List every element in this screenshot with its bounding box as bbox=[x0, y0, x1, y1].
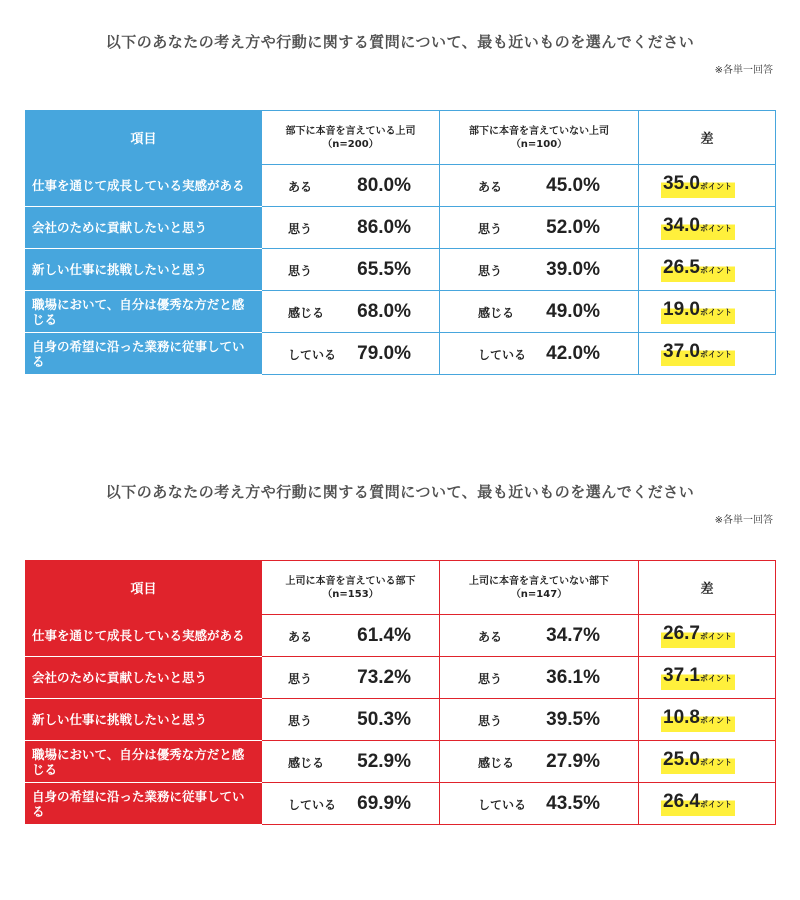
difference-highlight bbox=[661, 173, 735, 198]
row-item: 仕事を通じて成長している実感がある bbox=[26, 615, 262, 657]
difference-value: 19.0 bbox=[663, 299, 700, 320]
percentage-value: 52.0% bbox=[546, 216, 600, 238]
percentage-value: 80.0% bbox=[357, 174, 411, 196]
percentage-value: 50.3% bbox=[357, 708, 411, 730]
table-row bbox=[26, 249, 776, 291]
group-1-cell bbox=[262, 207, 440, 249]
response-label: 思う bbox=[288, 671, 313, 686]
difference-unit: ポイント bbox=[699, 350, 732, 359]
survey-block-managers bbox=[0, 30, 800, 369]
header-group-2 bbox=[440, 111, 639, 165]
response-label: ある bbox=[288, 629, 313, 644]
percentage-value: 61.4% bbox=[357, 624, 411, 646]
difference-highlight bbox=[661, 791, 735, 816]
percentage-value: 27.9% bbox=[546, 750, 600, 772]
table-row bbox=[26, 657, 776, 699]
difference-unit: ポイント bbox=[699, 266, 732, 275]
table-body bbox=[26, 165, 776, 375]
group-1-cell bbox=[262, 615, 440, 657]
header-group-1 bbox=[262, 111, 440, 165]
percentage-value: 65.5% bbox=[357, 258, 411, 280]
response-label: 思う bbox=[478, 221, 503, 236]
group-1-cell bbox=[262, 699, 440, 741]
difference-unit: ポイント bbox=[699, 800, 732, 809]
row-item: 新しい仕事に挑戦したいと思う bbox=[26, 249, 262, 291]
percentage-value: 69.9% bbox=[357, 792, 411, 814]
survey-table-subordinates bbox=[25, 560, 776, 825]
row-item: 自身の希望に沿った業務に従事している bbox=[26, 333, 262, 375]
row-item: 自身の希望に沿った業務に従事している bbox=[26, 783, 262, 825]
percentage-value: 49.0% bbox=[546, 300, 600, 322]
group-2-cell bbox=[440, 249, 639, 291]
difference-cell bbox=[639, 699, 776, 741]
response-label: 思う bbox=[478, 671, 503, 686]
response-label: している bbox=[478, 797, 527, 812]
difference-highlight bbox=[661, 749, 735, 774]
question-title: 以下のあなたの考え方や行動に関する質問について、最も近いものを選んでください bbox=[105, 33, 695, 51]
group-1-cell bbox=[262, 249, 440, 291]
difference-cell bbox=[639, 165, 776, 207]
header-group-1-n: （n=153） bbox=[322, 588, 379, 600]
table-row bbox=[26, 333, 776, 375]
group-2-cell bbox=[440, 741, 639, 783]
group-2-cell bbox=[440, 699, 639, 741]
difference-unit: ポイント bbox=[699, 308, 732, 317]
table-row bbox=[26, 615, 776, 657]
response-label: している bbox=[288, 347, 337, 362]
response-label: 感じる bbox=[478, 755, 515, 770]
table-row bbox=[26, 783, 776, 825]
header-group-1 bbox=[262, 561, 440, 615]
response-label: ある bbox=[288, 179, 313, 194]
difference-highlight bbox=[661, 665, 735, 690]
difference-cell bbox=[639, 741, 776, 783]
percentage-value: 43.5% bbox=[546, 792, 600, 814]
difference-value: 10.8 bbox=[663, 707, 700, 728]
header-group-2-n: （n=147） bbox=[510, 588, 568, 600]
group-1-cell bbox=[262, 657, 440, 699]
difference-cell bbox=[639, 249, 776, 291]
percentage-value: 79.0% bbox=[357, 342, 411, 364]
row-item: 会社のために貢献したいと思う bbox=[26, 207, 262, 249]
group-2-cell bbox=[440, 291, 639, 333]
difference-value: 34.0 bbox=[663, 215, 700, 236]
percentage-value: 39.5% bbox=[546, 708, 600, 730]
header-group-2-label: 上司に本音を言えていない部下 bbox=[469, 575, 609, 587]
percentage-value: 73.2% bbox=[357, 666, 411, 688]
percentage-value: 86.0% bbox=[357, 216, 411, 238]
table-row bbox=[26, 741, 776, 783]
header-group-1-n: （n=200） bbox=[322, 138, 379, 150]
response-label: している bbox=[478, 347, 527, 362]
percentage-value: 36.1% bbox=[546, 666, 600, 688]
group-1-cell bbox=[262, 291, 440, 333]
difference-value: 25.0 bbox=[663, 749, 700, 770]
difference-cell bbox=[639, 615, 776, 657]
table-row bbox=[26, 165, 776, 207]
header-item: 項目 bbox=[26, 111, 262, 165]
difference-highlight bbox=[661, 707, 735, 732]
response-label: ある bbox=[478, 629, 503, 644]
percentage-value: 34.7% bbox=[546, 624, 600, 646]
header-group-2-label: 部下に本音を言えていない上司 bbox=[469, 125, 609, 137]
difference-unit: ポイント bbox=[699, 182, 732, 191]
difference-cell bbox=[639, 291, 776, 333]
percentage-value: 68.0% bbox=[357, 300, 411, 322]
header-item: 項目 bbox=[26, 561, 262, 615]
difference-highlight bbox=[661, 215, 735, 240]
header-difference: 差 bbox=[639, 111, 776, 165]
group-1-cell bbox=[262, 165, 440, 207]
table-header-row bbox=[26, 561, 776, 615]
response-label: 感じる bbox=[478, 305, 515, 320]
row-item: 職場において、自分は優秀な方だと感じる bbox=[26, 741, 262, 783]
difference-value: 26.5 bbox=[663, 257, 700, 278]
difference-value: 37.0 bbox=[663, 341, 700, 362]
group-2-cell bbox=[440, 333, 639, 375]
response-label: 思う bbox=[478, 713, 503, 728]
difference-unit: ポイント bbox=[699, 674, 732, 683]
response-label: 思う bbox=[288, 263, 313, 278]
percentage-value: 45.0% bbox=[546, 174, 600, 196]
percentage-value: 39.0% bbox=[546, 258, 600, 280]
row-item: 新しい仕事に挑戦したいと思う bbox=[26, 699, 262, 741]
group-2-cell bbox=[440, 657, 639, 699]
answer-type-note: ※各単一回答 bbox=[714, 65, 773, 76]
response-label: 思う bbox=[478, 263, 503, 278]
response-label: 感じる bbox=[288, 305, 325, 320]
difference-cell bbox=[639, 657, 776, 699]
question-title: 以下のあなたの考え方や行動に関する質問について、最も近いものを選んでください bbox=[105, 483, 695, 501]
group-1-cell bbox=[262, 333, 440, 375]
group-1-cell bbox=[262, 741, 440, 783]
difference-highlight bbox=[661, 341, 735, 366]
response-label: 思う bbox=[288, 221, 313, 236]
difference-unit: ポイント bbox=[699, 224, 732, 233]
response-label: 思う bbox=[288, 713, 313, 728]
difference-unit: ポイント bbox=[699, 758, 732, 767]
difference-unit: ポイント bbox=[699, 716, 732, 725]
header-difference: 差 bbox=[639, 561, 776, 615]
row-item: 会社のために貢献したいと思う bbox=[26, 657, 262, 699]
header-group-2-n: （n=100） bbox=[510, 138, 568, 150]
survey-table-managers bbox=[25, 110, 776, 375]
difference-highlight bbox=[661, 257, 735, 282]
difference-cell bbox=[639, 333, 776, 375]
difference-value: 26.7 bbox=[663, 623, 700, 644]
response-label: ある bbox=[478, 179, 503, 194]
response-label: している bbox=[288, 797, 337, 812]
survey-block-subordinates bbox=[0, 480, 800, 819]
answer-type-note: ※各単一回答 bbox=[714, 515, 773, 526]
table-row bbox=[26, 699, 776, 741]
difference-cell bbox=[639, 783, 776, 825]
group-2-cell bbox=[440, 615, 639, 657]
difference-value: 37.1 bbox=[663, 665, 700, 686]
table-row bbox=[26, 207, 776, 249]
row-item: 職場において、自分は優秀な方だと感じる bbox=[26, 291, 262, 333]
difference-highlight bbox=[661, 299, 735, 324]
table-body bbox=[26, 615, 776, 825]
header-group-1-label: 上司に本音を言えている部下 bbox=[285, 575, 416, 587]
difference-value: 35.0 bbox=[663, 173, 700, 194]
header-group-1-label: 部下に本音を言えている上司 bbox=[285, 125, 416, 137]
group-1-cell bbox=[262, 783, 440, 825]
difference-value: 26.4 bbox=[663, 791, 700, 812]
percentage-value: 42.0% bbox=[546, 342, 600, 364]
table-header-row bbox=[26, 111, 776, 165]
difference-unit: ポイント bbox=[699, 632, 732, 641]
group-2-cell bbox=[440, 207, 639, 249]
header-group-2 bbox=[440, 561, 639, 615]
table-row bbox=[26, 291, 776, 333]
response-label: 感じる bbox=[288, 755, 325, 770]
group-2-cell bbox=[440, 165, 639, 207]
group-2-cell bbox=[440, 783, 639, 825]
difference-cell bbox=[639, 207, 776, 249]
row-item: 仕事を通じて成長している実感がある bbox=[26, 165, 262, 207]
difference-highlight bbox=[661, 623, 735, 648]
percentage-value: 52.9% bbox=[357, 750, 411, 772]
